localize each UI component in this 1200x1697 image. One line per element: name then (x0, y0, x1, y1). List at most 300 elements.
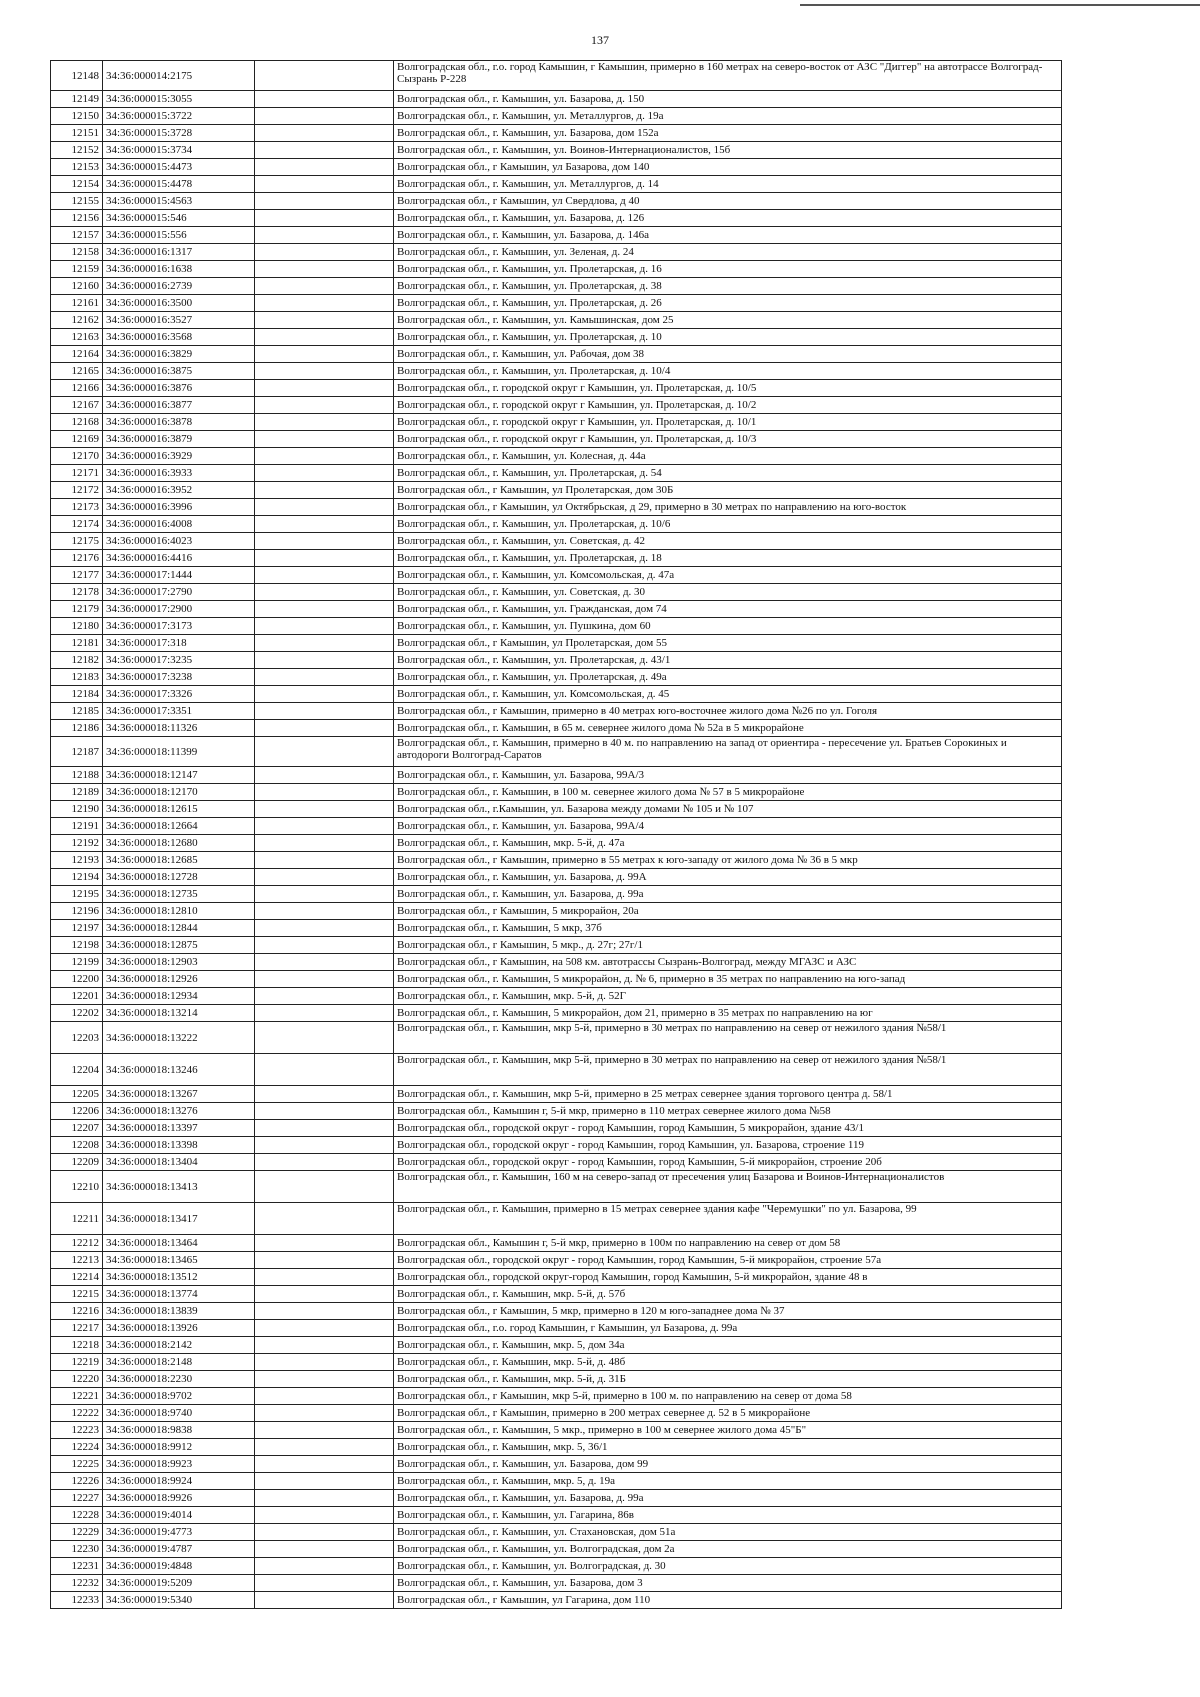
empty-cell (255, 1371, 394, 1388)
row-number: 12222 (51, 1405, 103, 1422)
row-number: 12188 (51, 767, 103, 784)
empty-cell (255, 703, 394, 720)
cadastral-number: 34:36:000018:12615 (103, 801, 255, 818)
cadastral-number: 34:36:000016:4008 (103, 516, 255, 533)
address: Волгоградская обл., г. Камышин, мкр 5-й, примерно в 30 метрах по направлению на север от нежилого здания №58/1 (394, 1022, 1062, 1054)
table-row (51, 835, 1062, 852)
address: Волгоградская обл., г. Камышин, ул. Пролетарская, д. 54 (394, 465, 1062, 482)
empty-cell (255, 414, 394, 431)
address: Волгоградская обл., г. Камышин, ул. Воинов-Интернационалистов, 15б (394, 142, 1062, 159)
table-row (51, 533, 1062, 550)
row-number: 12195 (51, 886, 103, 903)
row-number: 12162 (51, 312, 103, 329)
cadastral-number: 34:36:000016:1638 (103, 261, 255, 278)
table-row (51, 886, 1062, 903)
cadastral-number: 34:36:000016:4416 (103, 550, 255, 567)
table-row (51, 937, 1062, 954)
row-number: 12211 (51, 1203, 103, 1235)
table-row (51, 1439, 1062, 1456)
address: Волгоградская обл., г. Камышин, ул. Пролетарская, д. 43/1 (394, 652, 1062, 669)
empty-cell (255, 835, 394, 852)
empty-cell (255, 1558, 394, 1575)
table-row (51, 1269, 1062, 1286)
row-number: 12193 (51, 852, 103, 869)
address: Волгоградская обл., г. Камышин, ул. Базарова, 99А/4 (394, 818, 1062, 835)
table-row (51, 142, 1062, 159)
registry-table-body (51, 61, 1062, 1609)
row-number: 12159 (51, 261, 103, 278)
table-row (51, 1575, 1062, 1592)
table-row (51, 227, 1062, 244)
address: Волгоградская обл., г. городской округ г Камышин, ул. Пролетарская, д. 10/2 (394, 397, 1062, 414)
address: Волгоградская обл., г. Камышин, мкр. 5-й, д. 31Б (394, 1371, 1062, 1388)
registry-table (50, 60, 1062, 1609)
empty-cell (255, 1235, 394, 1252)
row-number: 12216 (51, 1303, 103, 1320)
cadastral-number: 34:36:000018:11399 (103, 737, 255, 767)
address: Волгоградская обл., г Камышин, ул Октябрьская, д 29, примерно в 30 метрах по направлению на юго-восток (394, 499, 1062, 516)
cadastral-number: 34:36:000018:12844 (103, 920, 255, 937)
cadastral-number: 34:36:000016:3952 (103, 482, 255, 499)
cadastral-number: 34:36:000016:3878 (103, 414, 255, 431)
table-row (51, 818, 1062, 835)
address: Волгоградская обл., г. Камышин, ул. Зеленая, д. 24 (394, 244, 1062, 261)
address: Волгоградская обл., г Камышин, ул Свердлова, д 40 (394, 193, 1062, 210)
table-row (51, 920, 1062, 937)
row-number: 12219 (51, 1354, 103, 1371)
empty-cell (255, 1137, 394, 1154)
empty-cell (255, 1456, 394, 1473)
address: Волгоградская обл., г. Камышин, мкр. 5-й, д. 48б (394, 1354, 1062, 1371)
empty-cell (255, 108, 394, 125)
empty-cell (255, 516, 394, 533)
address: Волгоградская обл., г. Камышин, ул. Базарова, дом 152а (394, 125, 1062, 142)
address: Волгоградская обл., г. Камышин, мкр. 5-й, д. 47а (394, 835, 1062, 852)
table-row (51, 1388, 1062, 1405)
empty-cell (255, 329, 394, 346)
cadastral-number: 34:36:000018:13774 (103, 1286, 255, 1303)
cadastral-number: 34:36:000017:1444 (103, 567, 255, 584)
empty-cell (255, 601, 394, 618)
table-row (51, 852, 1062, 869)
empty-cell (255, 784, 394, 801)
empty-cell (255, 125, 394, 142)
row-number: 12171 (51, 465, 103, 482)
address: Волгоградская обл., Камышин г, 5-й мкр, примерно в 100м по направлению на север от дом 58 (394, 1235, 1062, 1252)
address: Волгоградская обл., г. городской округ г Камышин, ул. Пролетарская, д. 10/5 (394, 380, 1062, 397)
row-number: 12156 (51, 210, 103, 227)
address: Волгоградская обл., г. городской округ г Камышин, ул. Пролетарская, д. 10/3 (394, 431, 1062, 448)
table-row (51, 1541, 1062, 1558)
cadastral-number: 34:36:000015:3734 (103, 142, 255, 159)
empty-cell (255, 903, 394, 920)
address: Волгоградская обл., г. Камышин, 5 мкр., примерно в 100 м севернее жилого дома 45"Б" (394, 1422, 1062, 1439)
row-number: 12163 (51, 329, 103, 346)
cadastral-number: 34:36:000017:2790 (103, 584, 255, 601)
cadastral-number: 34:36:000019:4848 (103, 1558, 255, 1575)
address: Волгоградская обл., г. Камышин, ул. Камышинская, дом 25 (394, 312, 1062, 329)
cadastral-number: 34:36:000018:13465 (103, 1252, 255, 1269)
empty-cell (255, 431, 394, 448)
row-number: 12158 (51, 244, 103, 261)
table-row (51, 1507, 1062, 1524)
cadastral-number: 34:36:000018:13276 (103, 1103, 255, 1120)
row-number: 12204 (51, 1054, 103, 1086)
cadastral-number: 34:36:000016:3929 (103, 448, 255, 465)
cadastral-number: 34:36:000018:9924 (103, 1473, 255, 1490)
empty-cell (255, 1541, 394, 1558)
address: Волгоградская обл., г. Камышин, 5 микрорайон, д. № 6, примерно в 35 метрах по направлению на юго-запад (394, 971, 1062, 988)
table-row (51, 125, 1062, 142)
cadastral-number: 34:36:000016:3829 (103, 346, 255, 363)
row-number: 12200 (51, 971, 103, 988)
table-row (51, 176, 1062, 193)
address: Волгоградская обл., городской округ - город Камышин, город Камышин, 5 микрорайон, здание 43/1 (394, 1120, 1062, 1137)
address: Волгоградская обл., г. Камышин, ул. Комсомольская, д. 45 (394, 686, 1062, 703)
row-number: 12201 (51, 988, 103, 1005)
cadastral-number: 34:36:000016:3527 (103, 312, 255, 329)
cadastral-number: 34:36:000017:318 (103, 635, 255, 652)
cadastral-number: 34:36:000018:12728 (103, 869, 255, 886)
address: Волгоградская обл., г Камышин, 5 мкр., д. 27г; 27г/1 (394, 937, 1062, 954)
table-row (51, 1558, 1062, 1575)
row-number: 12183 (51, 669, 103, 686)
empty-cell (255, 465, 394, 482)
cadastral-number: 34:36:000016:1317 (103, 244, 255, 261)
row-number: 12191 (51, 818, 103, 835)
address: Волгоградская обл., городской округ - город Камышин, город Камышин, ул. Базарова, строение 119 (394, 1137, 1062, 1154)
empty-cell (255, 1507, 394, 1524)
table-row (51, 801, 1062, 818)
address: Волгоградская обл., Камышин г, 5-й мкр, примерно в 110 метрах севернее жилого дома №58 (394, 1103, 1062, 1120)
cadastral-number: 34:36:000018:12685 (103, 852, 255, 869)
empty-cell (255, 1252, 394, 1269)
cadastral-number: 34:36:000018:9838 (103, 1422, 255, 1439)
cadastral-number: 34:36:000018:12170 (103, 784, 255, 801)
cadastral-number: 34:36:000017:3235 (103, 652, 255, 669)
cadastral-number: 34:36:000019:4014 (103, 1507, 255, 1524)
address: Волгоградская обл., г. Камышин, ул. Волгоградская, дом 2а (394, 1541, 1062, 1558)
row-number: 12181 (51, 635, 103, 652)
cadastral-number: 34:36:000019:4773 (103, 1524, 255, 1541)
table-row (51, 584, 1062, 601)
address: Волгоградская обл., г Камышин, мкр 5-й, примерно в 100 м. по направлению на север от дома 58 (394, 1388, 1062, 1405)
table-row (51, 1103, 1062, 1120)
address: Волгоградская обл., г. Камышин, ул. Пролетарская, д. 10 (394, 329, 1062, 346)
cadastral-number: 34:36:000018:2142 (103, 1337, 255, 1354)
table-row (51, 1473, 1062, 1490)
row-number: 12165 (51, 363, 103, 380)
empty-cell (255, 1439, 394, 1456)
address: Волгоградская обл., г Камышин, ул Гагарина, дом 110 (394, 1592, 1062, 1609)
address: Волгоградская обл., г.Камышин, ул. Базарова между домами № 105 и № 107 (394, 801, 1062, 818)
cadastral-number: 34:36:000018:9912 (103, 1439, 255, 1456)
row-number: 12203 (51, 1022, 103, 1054)
row-number: 12185 (51, 703, 103, 720)
empty-cell (255, 499, 394, 516)
cadastral-number: 34:36:000017:2900 (103, 601, 255, 618)
table-row (51, 1456, 1062, 1473)
table-row (51, 193, 1062, 210)
row-number: 12213 (51, 1252, 103, 1269)
cadastral-number: 34:36:000016:2739 (103, 278, 255, 295)
cadastral-number: 34:36:000019:5209 (103, 1575, 255, 1592)
empty-cell (255, 669, 394, 686)
row-number: 12209 (51, 1154, 103, 1171)
cadastral-number: 34:36:000016:3876 (103, 380, 255, 397)
table-row (51, 1592, 1062, 1609)
empty-cell (255, 584, 394, 601)
scan-edge-line (800, 4, 1200, 6)
row-number: 12227 (51, 1490, 103, 1507)
cadastral-number: 34:36:000018:12680 (103, 835, 255, 852)
empty-cell (255, 1405, 394, 1422)
empty-cell (255, 767, 394, 784)
address: Волгоградская обл., г. Камышин, ул. Стахановская, дом 51а (394, 1524, 1062, 1541)
empty-cell (255, 686, 394, 703)
empty-cell (255, 1524, 394, 1541)
empty-cell (255, 397, 394, 414)
empty-cell (255, 1592, 394, 1609)
empty-cell (255, 1422, 394, 1439)
row-number: 12199 (51, 954, 103, 971)
address: Волгоградская обл., г. Камышин, ул. Металлургов, д. 19а (394, 108, 1062, 125)
empty-cell (255, 550, 394, 567)
table-row (51, 431, 1062, 448)
empty-cell (255, 482, 394, 499)
empty-cell (255, 1354, 394, 1371)
empty-cell (255, 1171, 394, 1203)
table-row (51, 686, 1062, 703)
address: Волгоградская обл., г. Камышин, ул. Базарова, д. 99А (394, 869, 1062, 886)
address: Волгоградская обл., г. Камышин, ул. Пролетарская, д. 49а (394, 669, 1062, 686)
cadastral-number: 34:36:000018:12934 (103, 988, 255, 1005)
table-row (51, 499, 1062, 516)
table-row (51, 1405, 1062, 1422)
row-number: 12169 (51, 431, 103, 448)
address: Волгоградская обл., городской округ - город Камышин, город Камышин, 5-й микрорайон, строение 20б (394, 1154, 1062, 1171)
empty-cell (255, 720, 394, 737)
address: Волгоградская обл., г.о. город Камышин, г Камышин, примерно в 160 метрах на северо-восток от АЗС "Диггер" на автотрассе Волгоград-Сызрань Р-228 (394, 61, 1062, 91)
cadastral-number: 34:36:000018:11326 (103, 720, 255, 737)
table-row (51, 448, 1062, 465)
address: Волгоградская обл., г. Камышин, ул. Базарова, дом 3 (394, 1575, 1062, 1592)
address: Волгоградская обл., г. Камышин, примерно в 40 м. по направлению на запад от ориентира - пересечение ул. Братьев Сорокиных и автодороги Волгоград-Саратов (394, 737, 1062, 767)
table-row (51, 397, 1062, 414)
row-number: 12174 (51, 516, 103, 533)
empty-cell (255, 227, 394, 244)
table-row (51, 1320, 1062, 1337)
cadastral-number: 34:36:000015:3055 (103, 91, 255, 108)
row-number: 12224 (51, 1439, 103, 1456)
row-number: 12160 (51, 278, 103, 295)
empty-cell (255, 142, 394, 159)
address: Волгоградская обл., г Камышин, примерно в 55 метрах к юго-западу от жилого дома № 36 в 5 мкр (394, 852, 1062, 869)
row-number: 12218 (51, 1337, 103, 1354)
row-number: 12190 (51, 801, 103, 818)
address: Волгоградская обл., г. Камышин, ул. Базарова, 99А/3 (394, 767, 1062, 784)
address: Волгоградская обл., г. Камышин, ул. Гражданская, дом 74 (394, 601, 1062, 618)
table-row (51, 988, 1062, 1005)
address: Волгоградская обл., г. Камышин, ул. Пролетарская, д. 10/6 (394, 516, 1062, 533)
row-number: 12196 (51, 903, 103, 920)
row-number: 12161 (51, 295, 103, 312)
row-number: 12178 (51, 584, 103, 601)
address: Волгоградская обл., г. Камышин, ул. Рабочая, дом 38 (394, 346, 1062, 363)
table-row (51, 1005, 1062, 1022)
address: Волгоградская обл., г. Камышин, ул. Базарова, д. 99а (394, 1490, 1062, 1507)
row-number: 12189 (51, 784, 103, 801)
table-row (51, 635, 1062, 652)
cadastral-number: 34:36:000016:3933 (103, 465, 255, 482)
table-row (51, 669, 1062, 686)
address: Волгоградская обл., городской округ-город Камышин, город Камышин, 5-й микрорайон, здание 48 в (394, 1269, 1062, 1286)
address: Волгоградская обл., г. Камышин, мкр. 5-й, д. 57б (394, 1286, 1062, 1303)
row-number: 12207 (51, 1120, 103, 1137)
table-row (51, 91, 1062, 108)
row-number: 12233 (51, 1592, 103, 1609)
table-row (51, 954, 1062, 971)
row-number: 12155 (51, 193, 103, 210)
table-row (51, 618, 1062, 635)
row-number: 12154 (51, 176, 103, 193)
row-number: 12150 (51, 108, 103, 125)
empty-cell (255, 1269, 394, 1286)
row-number: 12217 (51, 1320, 103, 1337)
cadastral-number: 34:36:000015:4478 (103, 176, 255, 193)
address: Волгоградская обл., г. Камышин, мкр 5-й, примерно в 25 метрах севернее здания торгового центра д. 58/1 (394, 1086, 1062, 1103)
cadastral-number: 34:36:000016:4023 (103, 533, 255, 550)
table-row (51, 1524, 1062, 1541)
row-number: 12179 (51, 601, 103, 618)
empty-cell (255, 971, 394, 988)
row-number: 12226 (51, 1473, 103, 1490)
table-row (51, 1235, 1062, 1252)
address: Волгоградская обл., г. Камышин, ул. Базарова, дом 99 (394, 1456, 1062, 1473)
row-number: 12180 (51, 618, 103, 635)
row-number: 12198 (51, 937, 103, 954)
cadastral-number: 34:36:000018:12147 (103, 767, 255, 784)
row-number: 12192 (51, 835, 103, 852)
empty-cell (255, 954, 394, 971)
row-number: 12212 (51, 1235, 103, 1252)
table-row (51, 414, 1062, 431)
cadastral-number: 34:36:000019:5340 (103, 1592, 255, 1609)
address: Волгоградская обл., г. Камышин, ул. Пролетарская, д. 18 (394, 550, 1062, 567)
cadastral-number: 34:36:000018:12875 (103, 937, 255, 954)
address: Волгоградская обл., г Камышин, ул Пролетарская, дом 30Б (394, 482, 1062, 499)
table-row (51, 1137, 1062, 1154)
address: Волгоградская обл., г. Камышин, в 100 м. севернее жилого дома № 57 в 5 микрорайоне (394, 784, 1062, 801)
empty-cell (255, 618, 394, 635)
empty-cell (255, 295, 394, 312)
cadastral-number: 34:36:000018:13267 (103, 1086, 255, 1103)
table-row (51, 61, 1062, 91)
address: Волгоградская обл., г. Камышин, мкр. 5-й, д. 52Г (394, 988, 1062, 1005)
row-number: 12225 (51, 1456, 103, 1473)
cadastral-number: 34:36:000018:12735 (103, 886, 255, 903)
cadastral-number: 34:36:000016:3879 (103, 431, 255, 448)
address: Волгоградская обл., г Камышин, примерно в 200 метрах севернее д. 52 в 5 микрорайоне (394, 1405, 1062, 1422)
row-number: 12166 (51, 380, 103, 397)
row-number: 12206 (51, 1103, 103, 1120)
cadastral-number: 34:36:000016:3500 (103, 295, 255, 312)
table-row (51, 971, 1062, 988)
empty-cell (255, 652, 394, 669)
address: Волгоградская обл., г. Камышин, ул. Советская, д. 30 (394, 584, 1062, 601)
empty-cell (255, 567, 394, 584)
cadastral-number: 34:36:000018:13464 (103, 1235, 255, 1252)
empty-cell (255, 533, 394, 550)
address: Волгоградская обл., г.о. город Камышин, г Камышин, ул Базарова, д. 99а (394, 1320, 1062, 1337)
address: Волгоградская обл., г. Камышин, ул. Комсомольская, д. 47а (394, 567, 1062, 584)
cadastral-number: 34:36:000018:13404 (103, 1154, 255, 1171)
cadastral-number: 34:36:000016:3568 (103, 329, 255, 346)
empty-cell (255, 1103, 394, 1120)
table-row (51, 346, 1062, 363)
row-number: 12202 (51, 1005, 103, 1022)
cadastral-number: 34:36:000018:2230 (103, 1371, 255, 1388)
address: Волгоградская обл., г. Камышин, ул. Пушкина, дом 60 (394, 618, 1062, 635)
empty-cell (255, 1054, 394, 1086)
cadastral-number: 34:36:000016:3875 (103, 363, 255, 380)
row-number: 12205 (51, 1086, 103, 1103)
row-number: 12220 (51, 1371, 103, 1388)
table-row (51, 465, 1062, 482)
row-number: 12149 (51, 91, 103, 108)
cadastral-number: 34:36:000018:12810 (103, 903, 255, 920)
cadastral-number: 34:36:000017:3173 (103, 618, 255, 635)
address: Волгоградская обл., г. Камышин, ул. Базарова, д. 146а (394, 227, 1062, 244)
table-row (51, 1171, 1062, 1203)
row-number: 12152 (51, 142, 103, 159)
cadastral-number: 34:36:000019:4787 (103, 1541, 255, 1558)
cadastral-number: 34:36:000018:13417 (103, 1203, 255, 1235)
row-number: 12210 (51, 1171, 103, 1203)
empty-cell (255, 852, 394, 869)
row-number: 12208 (51, 1137, 103, 1154)
address: Волгоградская обл., г. Камышин, мкр. 5, 36/1 (394, 1439, 1062, 1456)
address: Волгоградская обл., г Камышин, 5 мкр, примерно в 120 м юго-западнее дома № 37 (394, 1303, 1062, 1320)
cadastral-number: 34:36:000017:3326 (103, 686, 255, 703)
row-number: 12184 (51, 686, 103, 703)
row-number: 12175 (51, 533, 103, 550)
table-row (51, 1422, 1062, 1439)
empty-cell (255, 801, 394, 818)
empty-cell (255, 1303, 394, 1320)
empty-cell (255, 1203, 394, 1235)
cadastral-number: 34:36:000018:13222 (103, 1022, 255, 1054)
address: Волгоградская обл., г. Камышин, ул. Пролетарская, д. 26 (394, 295, 1062, 312)
address: Волгоградская обл., г Камышин, примерно в 40 метрах юго-восточнее жилого дома №26 по ул. Гоголя (394, 703, 1062, 720)
address: Волгоградская обл., г. Камышин, мкр. 5, д. 19а (394, 1473, 1062, 1490)
table-row (51, 312, 1062, 329)
address: Волгоградская обл., г. Камышин, ул. Советская, д. 42 (394, 533, 1062, 550)
address: Волгоградская обл., г. Камышин, мкр. 5, дом 34а (394, 1337, 1062, 1354)
table-row (51, 869, 1062, 886)
table-row (51, 767, 1062, 784)
address: Волгоградская обл., г. Камышин, 5 мкр, 37б (394, 920, 1062, 937)
cadastral-number: 34:36:000016:3996 (103, 499, 255, 516)
address: Волгоградская обл., г. Камышин, ул. Колесная, д. 44а (394, 448, 1062, 465)
row-number: 12168 (51, 414, 103, 431)
address: Волгоградская обл., городской округ - город Камышин, город Камышин, 5-й микрорайон, строение 57а (394, 1252, 1062, 1269)
empty-cell (255, 886, 394, 903)
empty-cell (255, 1005, 394, 1022)
cadastral-number: 34:36:000015:3728 (103, 125, 255, 142)
address: Волгоградская обл., г. Камышин, ул. Базарова, д. 99а (394, 886, 1062, 903)
row-number: 12177 (51, 567, 103, 584)
